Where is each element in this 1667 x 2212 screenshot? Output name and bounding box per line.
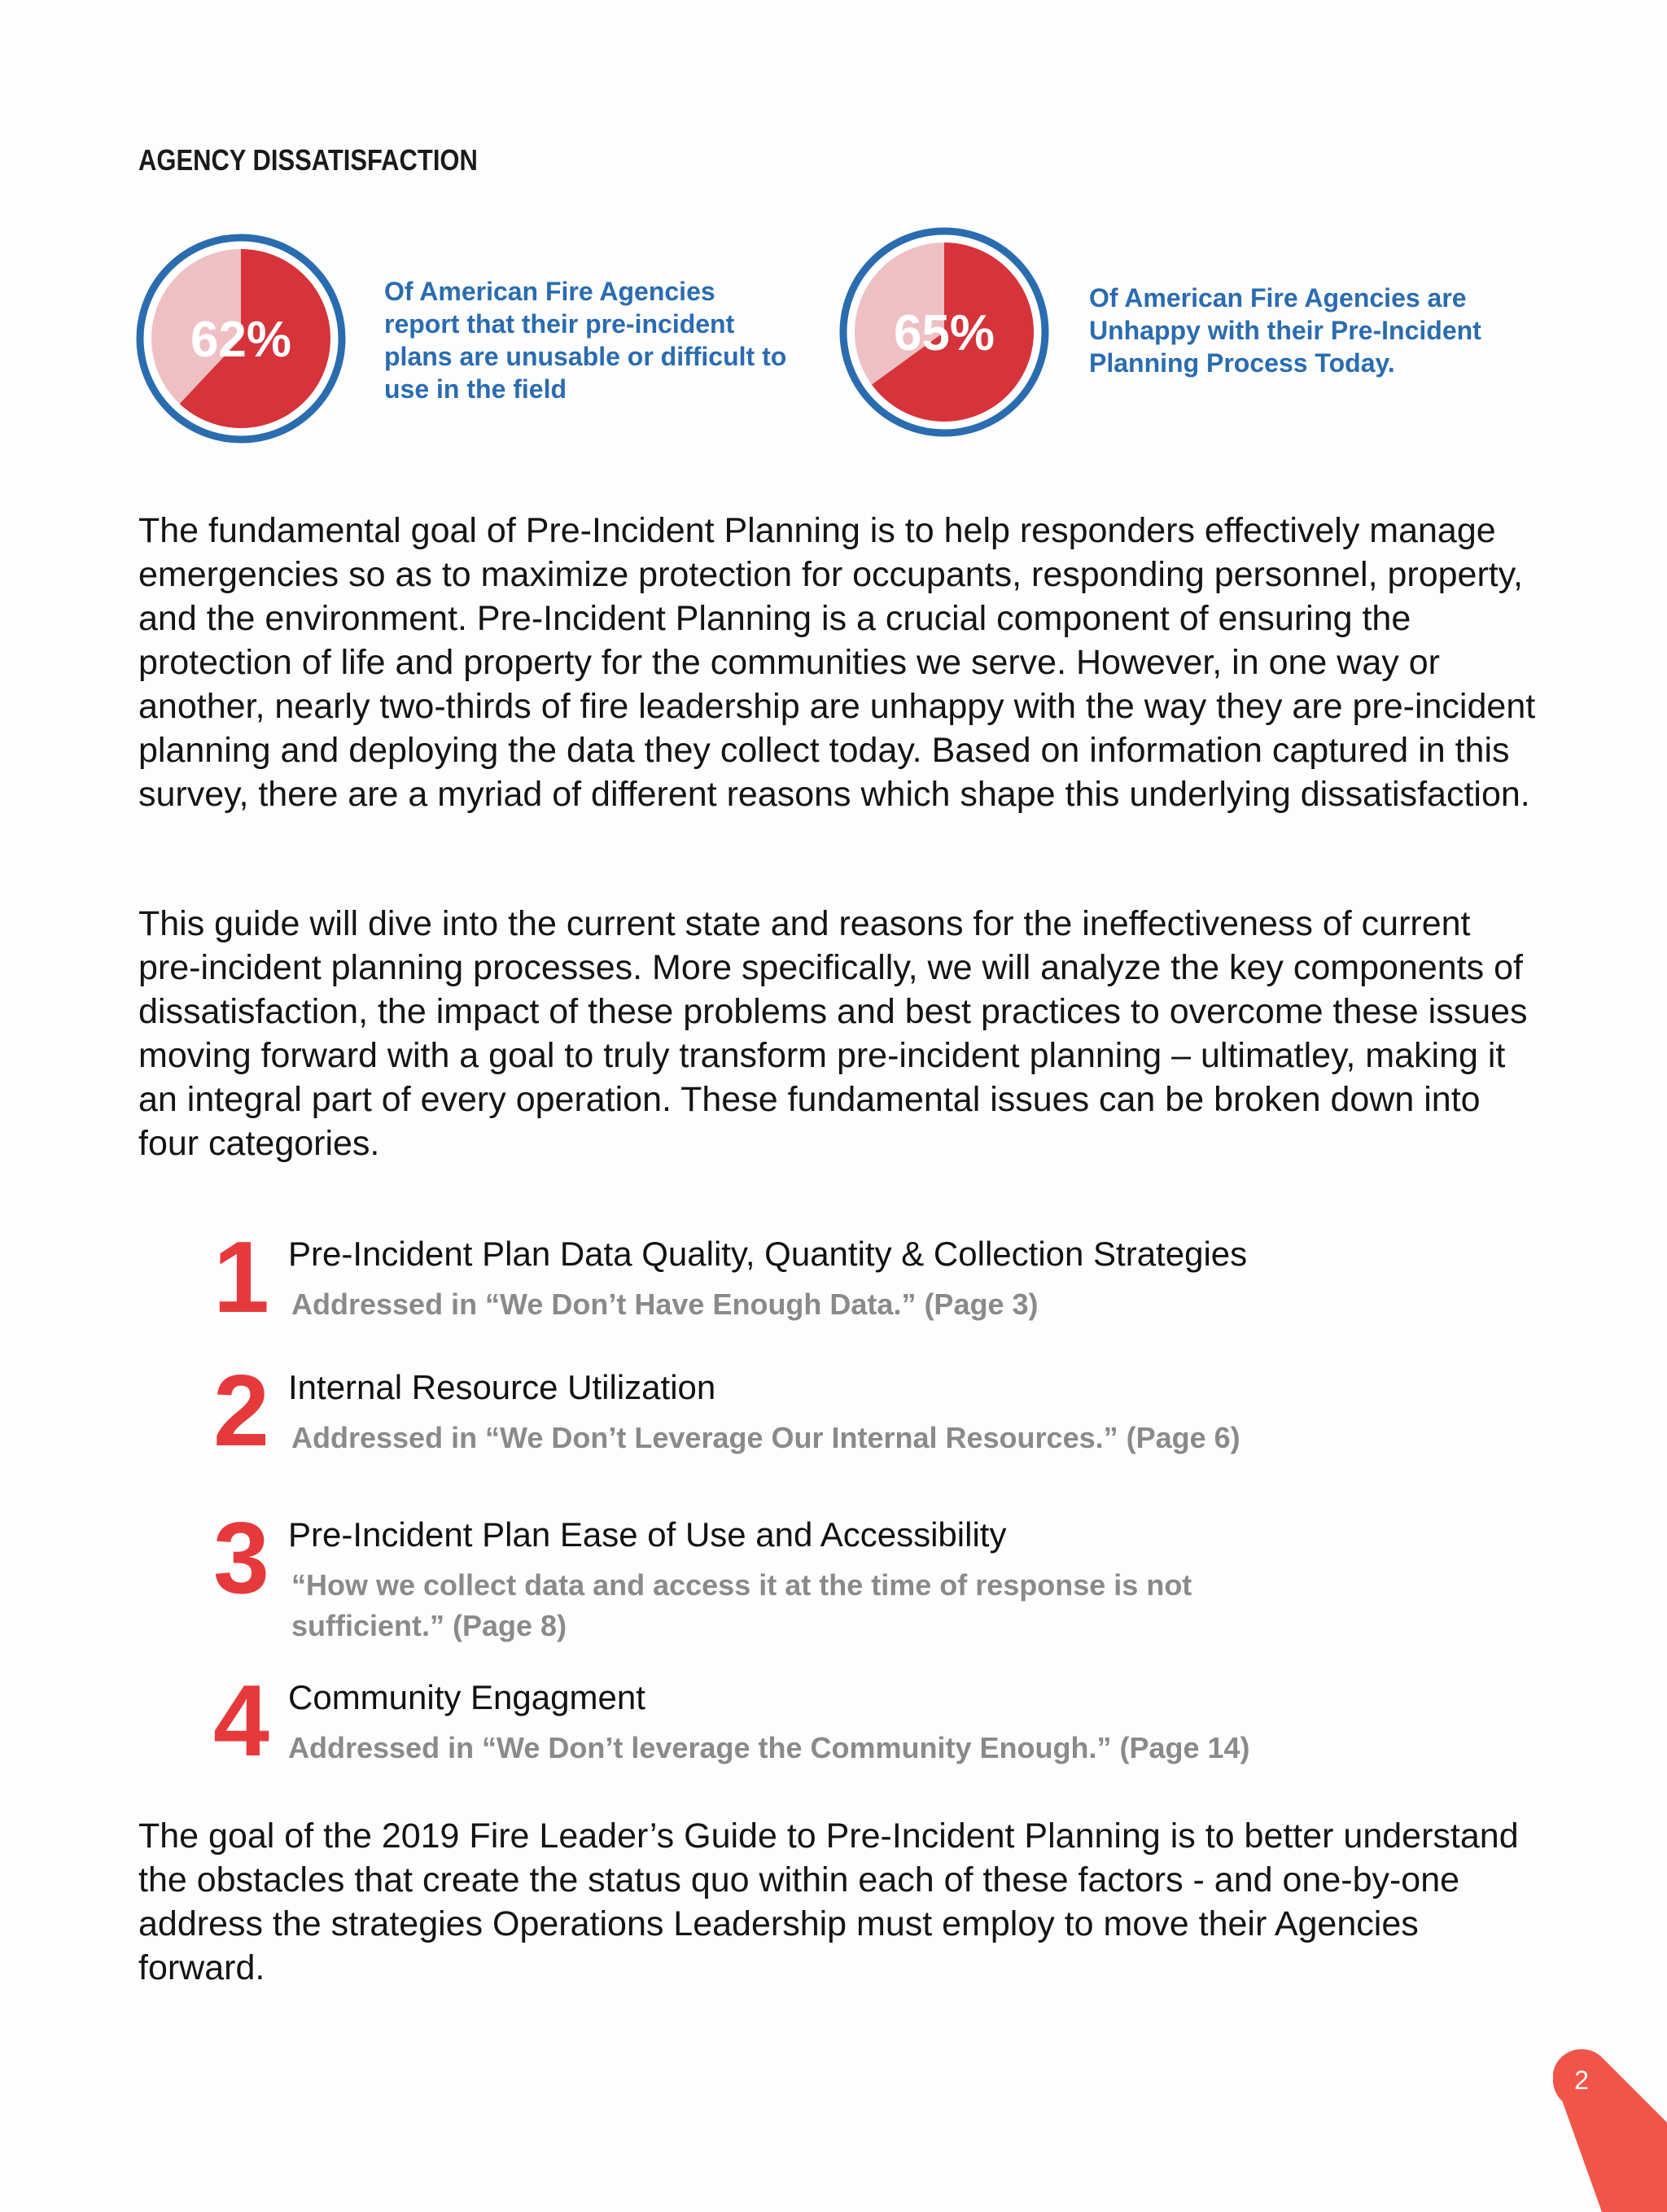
category-title: Pre-Incident Plan Data Quality, Quantity & Collection Strategies (288, 1235, 1248, 1273)
stat-percent: 65% (893, 305, 995, 361)
stat-block-2 (838, 226, 1555, 446)
category-title: Pre-Incident Plan Ease of Use and Accessibility (288, 1515, 1007, 1554)
category-subtitle: Addressed in “We Don’t Have Enough Data.” (Page 3) (291, 1287, 1039, 1321)
category-title: Community Engagment (288, 1678, 645, 1716)
stat-description: Of American Fire Agencies report that their pre-incident plans are unusable or difficult to use in the field (384, 277, 787, 404)
stat-description: Of American Fire Agencies are Unhappy with their Pre-Incident Planning Process Today. (1089, 283, 1481, 378)
stat-percent: 62% (190, 312, 292, 368)
category-number: 1 (213, 1222, 269, 1334)
closing-paragraph: The goal of the 2019 Fire Leader’s Guide to Pre-Incident Planning is to better understand the obstacles that create the status quo within each of these factors - and one-by-one address the strategies Operations Leadership must employ to move their Agencies forward. (138, 1816, 1519, 1987)
category-number: 4 (213, 1665, 269, 1777)
category-number: 2 (213, 1355, 269, 1467)
category-item-4 (213, 1665, 1434, 1799)
category-subtitle: Addressed in “We Don’t leverage the Community Enough.” (Page 14) (288, 1731, 1250, 1764)
page-number: 2 (1574, 2066, 1589, 2095)
guide-paragraph: This guide will dive into the current state and reasons for the ineffectiveness of current pre-incident planning processes. More specifically, we will analyze the key components of dissatisfaction, the impact of these problems and best practices to overcome these issues moving forward with a goal to truly transform pre-incident planning – ultimatley, making it an integral part of every operation. These fundamental issues can be broken down into four categories. (138, 904, 1528, 1163)
category-item-2 (213, 1355, 1434, 1489)
category-subtitle: Addressed in “We Don’t Leverage Our Internal Resources.” (Page 6) (291, 1421, 1240, 1454)
category-number: 3 (213, 1502, 269, 1615)
stat-block-1 (135, 233, 803, 452)
category-subtitle: “How we collect data and access it at the time of response is not sufficient.” (Page 8) (291, 1568, 1192, 1642)
pie-chart-2 (838, 226, 1058, 446)
section-heading: AGENCY DISSATISFACTION (138, 143, 478, 177)
category-title: Internal Resource Utilization (288, 1368, 716, 1406)
intro-paragraph: The fundamental goal of Pre-Incident Planning is to help responders effectively manage emergencies so as to maximize protection for occupants, responding personnel, property, and the environment. Pre-Incident Planning is a crucial component of ensuring the protection of life and property for the communities we serve. However, in one way or another, nearly two-thirds of fire leadership are unhappy with the way they are pre-incident planning and deploying the data they collect today. Based on information captured in this survey, there are a myriad of different reasons which shape this underlying dissatisfaction. (138, 511, 1536, 814)
category-item-1 (213, 1222, 1434, 1356)
pie-chart-1 (135, 233, 355, 452)
category-item-3 (213, 1502, 1434, 1642)
